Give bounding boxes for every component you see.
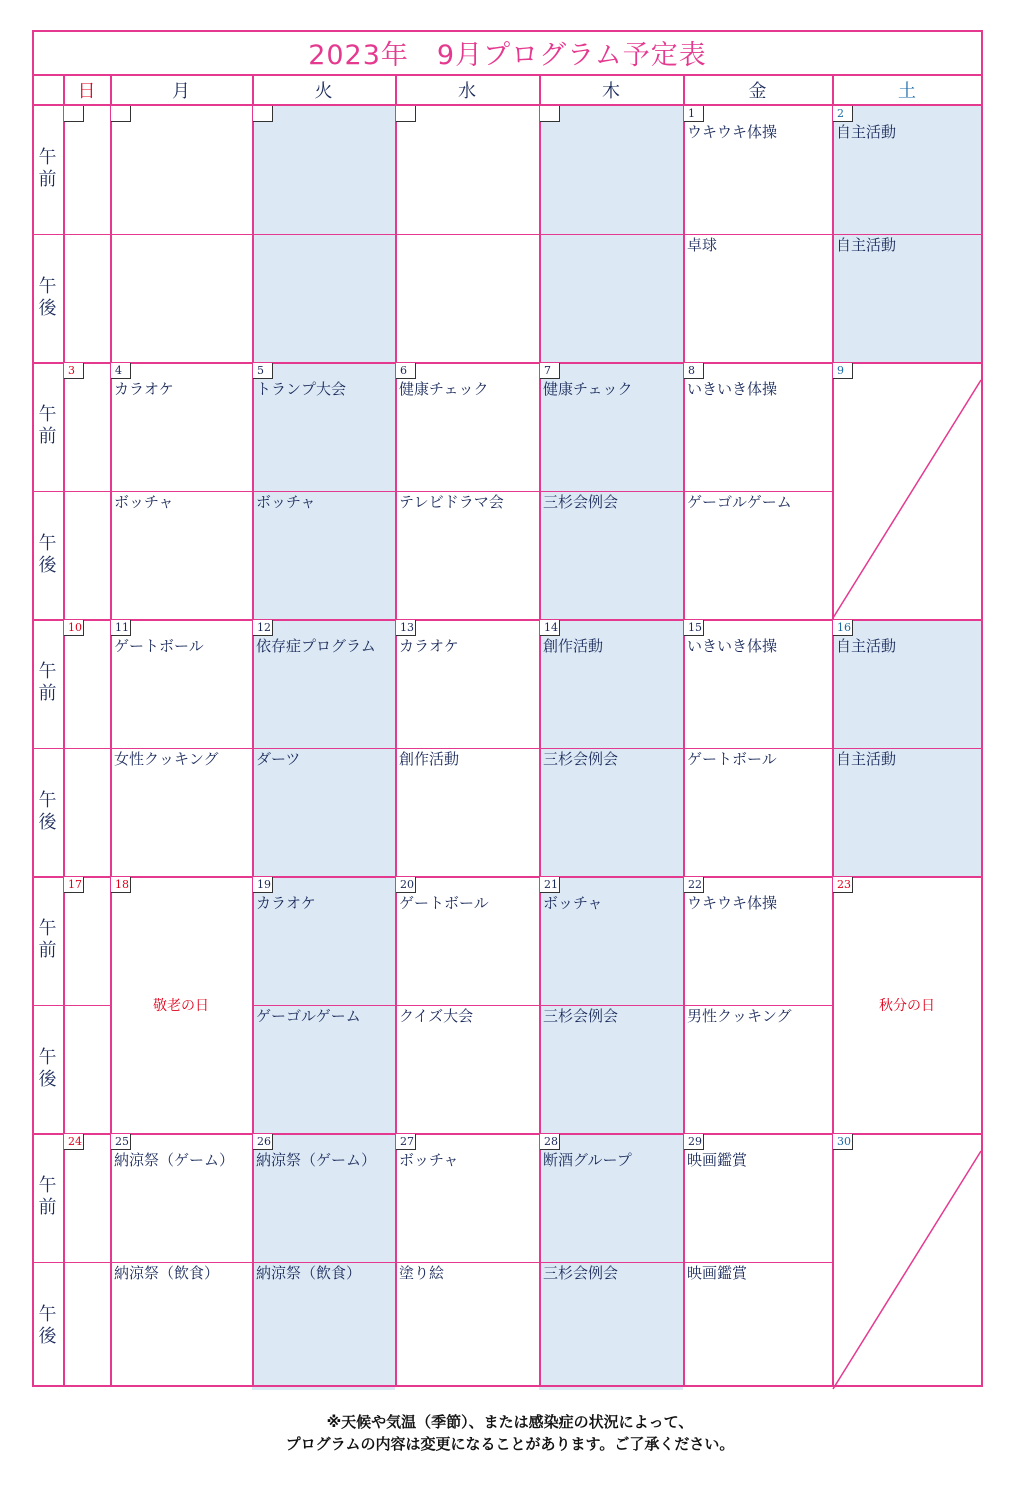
period-label-char: 前 — [38, 1197, 57, 1219]
day-number: 14 — [540, 620, 560, 636]
diagonal-slash-line — [833, 1151, 981, 1389]
period-label-pm — [32, 1005, 63, 1134]
period-label-pm — [32, 234, 63, 363]
day-number — [64, 106, 84, 122]
period-label-pm — [32, 1262, 63, 1391]
day-number: 8 — [684, 363, 704, 379]
grid-line — [63, 234, 110, 236]
period-label-char: 午 — [38, 1046, 57, 1068]
activity-am: 創作活動 — [543, 637, 604, 655]
day-number: 22 — [684, 877, 704, 893]
day-number: 1 — [684, 106, 704, 122]
day-number: 15 — [684, 620, 704, 636]
activity-pm: 自主活動 — [836, 749, 897, 768]
activity-am: ウキウキ体操 — [687, 894, 778, 912]
grid-line — [539, 74, 541, 1387]
day-number: 27 — [396, 1134, 416, 1150]
grid-line — [395, 234, 539, 236]
activity-pm: 三杉会例会 — [543, 1263, 619, 1282]
day-number: 23 — [833, 877, 853, 893]
footnote-line-2: プログラムの内容は変更になることがあります。ご了承ください。 — [285, 1435, 735, 1453]
period-label-char: 後 — [38, 1325, 57, 1347]
activity-am: カラオケ — [399, 637, 459, 655]
activity-pm: クイズ大会 — [399, 1006, 474, 1025]
activity-am: 断酒グループ — [543, 1151, 632, 1169]
day-number: 16 — [833, 620, 853, 636]
day-number — [396, 106, 416, 122]
diagonal-slash — [832, 1133, 982, 1390]
day-number: 9 — [833, 363, 853, 379]
period-label-char: 後 — [38, 811, 57, 833]
period-label-pm — [32, 491, 63, 620]
day-number — [253, 106, 273, 122]
day-number: 7 — [540, 363, 560, 379]
day-number: 29 — [684, 1134, 704, 1150]
period-label-char: 午 — [38, 661, 57, 683]
period-label-am — [32, 105, 63, 234]
activity-am: トランプ大会 — [256, 380, 347, 398]
page-title: 2023年 9月プログラム予定表 — [308, 39, 707, 71]
period-label-char: 前 — [38, 169, 57, 191]
period-label-am — [32, 619, 63, 748]
day-number: 28 — [540, 1134, 560, 1150]
diagonal-slash — [832, 362, 982, 619]
period-label-char: 前 — [38, 683, 57, 705]
period-label-char: 午 — [38, 532, 57, 554]
day-number: 10 — [64, 620, 84, 636]
day-number: 30 — [833, 1134, 853, 1150]
grid-line — [252, 234, 395, 236]
activity-am: カラオケ — [114, 380, 174, 398]
period-label-char: 前 — [38, 426, 57, 448]
grid-line — [395, 74, 397, 1387]
day-of-week-header: 土 — [898, 80, 916, 102]
activity-am: いきいき体操 — [687, 380, 778, 398]
activity-am: 映画鑑賞 — [687, 1151, 748, 1169]
activity-pm: 納涼祭（飲食） — [256, 1263, 362, 1282]
activity-am: 健康チェック — [543, 380, 633, 398]
activity-am: ボッチャ — [543, 894, 603, 912]
activity-am: ボッチャ — [399, 1151, 459, 1169]
period-label-pm — [32, 748, 63, 877]
grid-line — [63, 1262, 110, 1264]
period-label-char: 午 — [38, 789, 57, 811]
day-number — [111, 106, 131, 122]
day-number: 11 — [111, 620, 131, 636]
day-of-week-header: 金 — [748, 80, 767, 102]
activity-pm: 三杉会例会 — [543, 492, 619, 511]
activity-pm: 三杉会例会 — [543, 749, 619, 768]
activity-pm: 創作活動 — [399, 749, 460, 768]
activity-pm: ゲートボール — [687, 749, 777, 768]
day-of-week-header: 水 — [458, 80, 476, 102]
day-number: 5 — [253, 363, 273, 379]
activity-am: 依存症プログラム — [256, 637, 376, 655]
grid-line — [110, 234, 252, 236]
day-number: 13 — [396, 620, 416, 636]
activity-pm: ダーツ — [256, 749, 301, 768]
period-label-char: 午 — [38, 1175, 57, 1197]
day-number: 19 — [253, 877, 273, 893]
period-label-am — [32, 876, 63, 1005]
period-label-am — [32, 362, 63, 491]
day-number: 3 — [64, 363, 84, 379]
activity-am: 納涼祭（ゲーム） — [114, 1151, 235, 1169]
grid-line — [63, 491, 110, 493]
activity-am: 健康チェック — [399, 380, 489, 398]
day-of-week-header: 木 — [602, 80, 620, 102]
period-label-char: 後 — [38, 554, 57, 576]
activity-am: 自主活動 — [836, 637, 897, 655]
activity-am: 自主活動 — [836, 123, 897, 141]
activity-am: ゲートボール — [114, 637, 204, 655]
activity-pm: ボッチャ — [256, 492, 316, 511]
period-label-char: 午 — [38, 275, 57, 297]
period-label-char: 午 — [38, 147, 57, 169]
activity-pm: 卓球 — [687, 235, 718, 254]
grid-line — [63, 748, 110, 750]
activity-pm: ゲーゴルゲーム — [687, 492, 792, 511]
period-label-char: 午 — [38, 1303, 57, 1325]
day-number: 21 — [540, 877, 560, 893]
activity-pm: ゲーゴルゲーム — [256, 1006, 361, 1025]
day-of-week-header: 日 — [77, 80, 96, 102]
activity-am: カラオケ — [256, 894, 316, 912]
period-label-char: 午 — [38, 918, 57, 940]
grid-line — [252, 74, 254, 1387]
activity-am: ゲートボール — [399, 894, 489, 912]
activity-pm: 自主活動 — [836, 235, 897, 254]
grid-line — [63, 74, 65, 1387]
day-number: 26 — [253, 1134, 273, 1150]
day-number: 24 — [64, 1134, 84, 1150]
holiday-label: 敬老の日 — [153, 997, 209, 1014]
activity-pm: 映画鑑賞 — [687, 1263, 748, 1282]
day-number: 20 — [396, 877, 416, 893]
day-number — [540, 106, 560, 122]
activity-pm: 女性クッキング — [114, 749, 219, 768]
activity-pm: ボッチャ — [114, 492, 174, 511]
activity-pm: 男性クッキング — [687, 1006, 792, 1025]
activity-am: 納涼祭（ゲーム） — [256, 1151, 377, 1169]
activity-pm: 三杉会例会 — [543, 1006, 619, 1025]
grid-line — [110, 74, 112, 1387]
day-number: 12 — [253, 620, 273, 636]
activity-am: ウキウキ体操 — [687, 123, 778, 141]
activity-pm: 塗り絵 — [399, 1263, 445, 1282]
activity-pm: テレビドラマ会 — [399, 492, 504, 511]
day-number: 2 — [833, 106, 853, 122]
day-number: 6 — [396, 363, 416, 379]
day-number: 25 — [111, 1134, 131, 1150]
grid-line — [539, 234, 683, 236]
period-label-char: 午 — [38, 404, 57, 426]
period-label-char: 前 — [38, 940, 57, 962]
grid-line — [63, 1005, 110, 1007]
period-label-am — [32, 1133, 63, 1262]
day-of-week-header: 火 — [314, 80, 333, 102]
diagonal-slash-line — [833, 380, 981, 618]
period-label-char: 後 — [38, 297, 57, 319]
footnote-line-1: ※天候や気温（季節）、または感染症の状況によって、 — [326, 1413, 694, 1431]
activity-am: いきいき体操 — [687, 637, 778, 655]
day-number: 4 — [111, 363, 131, 379]
day-of-week-header: 月 — [172, 80, 190, 102]
grid-line — [683, 74, 685, 1387]
day-number: 17 — [64, 877, 84, 893]
day-number: 18 — [111, 877, 131, 893]
activity-pm: 納涼祭（飲食） — [114, 1263, 220, 1282]
period-label-char: 後 — [38, 1068, 57, 1090]
holiday-label: 秋分の日 — [879, 997, 935, 1014]
